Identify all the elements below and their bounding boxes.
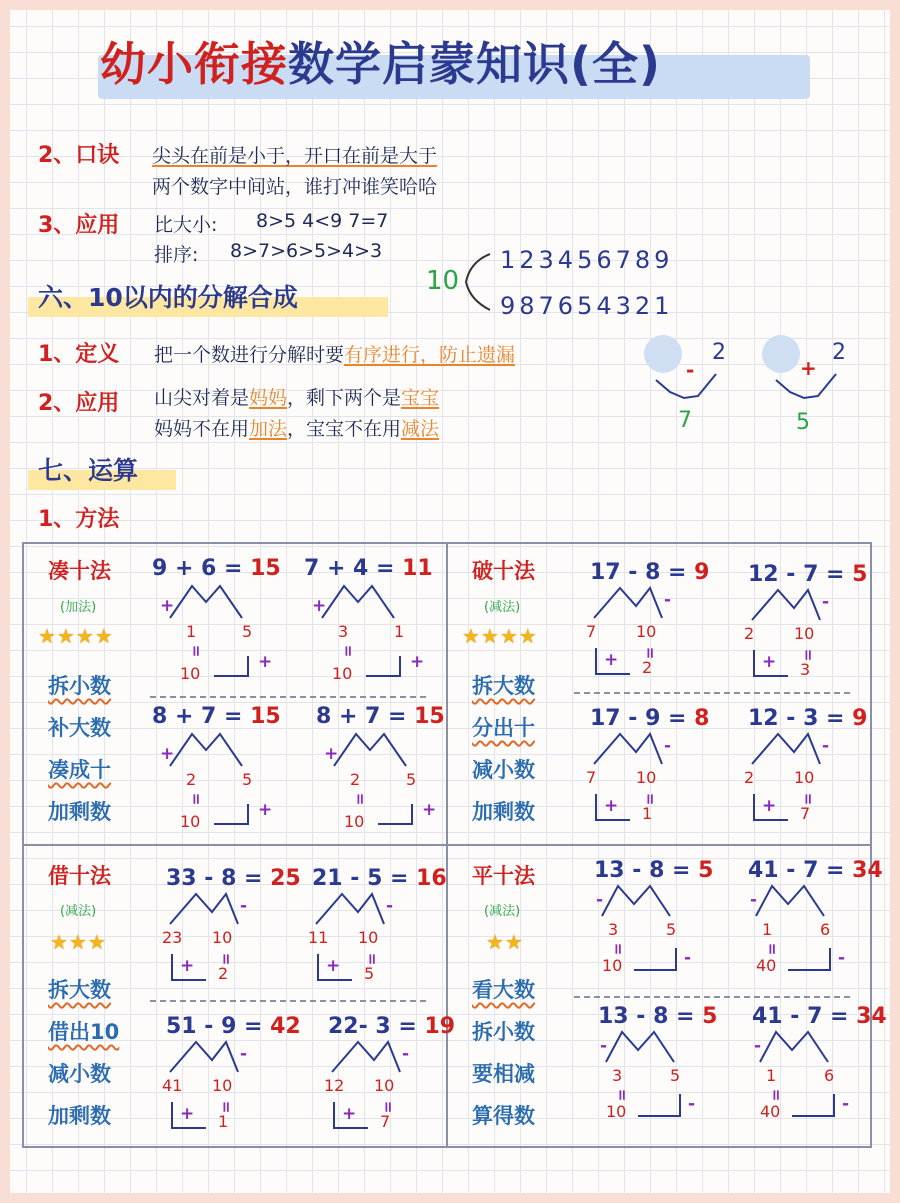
q3-ex3-part-a: 41 xyxy=(162,1076,183,1095)
q2-ex1-minus: - xyxy=(664,590,672,610)
q4-ex4-part-a: 1 xyxy=(766,1066,777,1085)
q3-ex1-eq-mark: = xyxy=(217,952,236,966)
q3-ex1-plus: + xyxy=(180,956,195,976)
q1-ex3-expression: 8 + 7 = xyxy=(152,704,251,729)
q4-dash xyxy=(574,996,850,998)
diagram-minus-bottom: 7 xyxy=(678,408,692,433)
q2-ex3-expression: 17 - 9 = xyxy=(590,706,695,731)
q2-ex3-part-a: 7 xyxy=(586,768,597,787)
q3-ex2-eq-mark: = xyxy=(363,952,382,966)
q1-ex3-plus-right: + xyxy=(258,800,273,820)
q3-ex1-expression: 33 - 8 = xyxy=(166,866,271,891)
q4-ex1-expression: 13 - 8 = xyxy=(594,858,699,883)
q1-ex3-plus-left: + xyxy=(160,744,175,764)
q4-ex4-answer: 34 xyxy=(856,1004,887,1029)
q2-title: 破十法 xyxy=(472,559,535,583)
q2-ex3-plus: + xyxy=(604,796,619,816)
q2-ex4-minus: - xyxy=(822,736,830,756)
q2-ex4-answer: 9 xyxy=(852,706,868,731)
q3-ex4-part-a: 12 xyxy=(324,1076,345,1095)
item-rhyme: 2、口诀 xyxy=(38,143,120,168)
application-line-1 xyxy=(154,383,439,410)
q4-ex4-minus-left: - xyxy=(754,1036,762,1056)
q3-ex2-expression: 21 - 5 = xyxy=(312,866,417,891)
q4-ex4-base: 40 xyxy=(760,1102,781,1121)
application-line-2 xyxy=(154,414,439,441)
q3-step-2: 借出10 xyxy=(48,1020,120,1044)
q1-ex1-part-a: 1 xyxy=(186,622,197,641)
q4-ex2-eq-mark: = xyxy=(763,942,782,956)
q3-ex2-result: 5 xyxy=(364,964,375,983)
q1-ex2-plus-right: + xyxy=(410,652,425,672)
q3-ex2-plus: + xyxy=(326,956,341,976)
q2-ex2-eq-mark: = xyxy=(799,648,818,662)
item-definition: 1、定义 xyxy=(38,342,120,367)
q4-ex1-base: 10 xyxy=(602,956,623,975)
rhyme-line-1: 尖头在前是小于，开口在前是大于 xyxy=(152,145,438,167)
q2-ex2-plus: + xyxy=(762,652,777,672)
q4-ex4-part-b: 6 xyxy=(824,1066,835,1085)
q2-ex2-result: 3 xyxy=(800,660,811,679)
q4-ex1-part-a: 3 xyxy=(608,920,619,939)
q4-subtitle: (减法) xyxy=(484,904,521,919)
definition-text xyxy=(154,340,515,367)
q4-ex3-base: 10 xyxy=(606,1102,627,1121)
q2-dash xyxy=(574,692,850,694)
q1-ex1-part-b: 5 xyxy=(242,622,253,641)
app-text-c: ，剩下两个是 xyxy=(287,387,402,409)
rhyme-line-2: 两个数字中间站，谁打冲谁笑哈哈 xyxy=(152,176,438,198)
q1-ex4-answer: 15 xyxy=(414,704,445,729)
q2-stars: ★★★★ xyxy=(462,624,538,648)
definition-highlight: 有序进行，防止遗漏 xyxy=(344,344,516,366)
q3-ex3-eq-mark: = xyxy=(217,1100,236,1114)
q1-ex3-eq-mark: = xyxy=(187,792,206,806)
q1-step-1: 拆小数 xyxy=(48,674,111,698)
title-red-part: 幼小衔接 xyxy=(100,37,288,91)
q4-ex2-part-b: 6 xyxy=(820,920,831,939)
compare-label: 比大小: xyxy=(154,214,218,236)
q1-ex4-plus-left: + xyxy=(324,744,339,764)
q4-ex2-equation xyxy=(748,858,883,883)
q3-ex3-part-b: 10 xyxy=(212,1076,233,1095)
app-text-g: ，宝宝不在用 xyxy=(287,418,402,440)
q2-ex4-plus: + xyxy=(762,796,777,816)
ten-number: 10 xyxy=(426,266,460,296)
q4-ex3-equation xyxy=(598,1004,717,1029)
q4-ex3-eq-mark: = xyxy=(613,1088,632,1102)
q4-ex1-minus-left: - xyxy=(596,890,604,910)
q2-ex4-eq-mark: = xyxy=(799,792,818,806)
q1-ex2-plus-left: + xyxy=(312,596,327,616)
q1-ex2-sum-ten: 10 xyxy=(332,664,353,683)
q4-ex4-expression: 41 - 7 = xyxy=(752,1004,857,1029)
diagram-minus-top: 2 xyxy=(712,340,726,365)
app-baobao: 宝宝 xyxy=(401,387,440,409)
app-addition: 加法 xyxy=(249,418,288,440)
q1-ex4-part-b: 5 xyxy=(406,770,417,789)
q4-ex1-minus-right: - xyxy=(684,948,692,968)
blank-circle-minus xyxy=(644,335,682,373)
q3-ex3-expression: 51 - 9 = xyxy=(166,1014,271,1039)
q3-title: 借十法 xyxy=(48,864,111,888)
q1-ex4-eq-mark: = xyxy=(351,792,370,806)
q3-ex3-plus: + xyxy=(180,1104,195,1124)
q3-subtitle: (减法) xyxy=(60,904,97,919)
q1-ex1-plus-right: + xyxy=(258,652,273,672)
q4-step-3: 要相减 xyxy=(472,1062,535,1086)
q2-step-3: 减小数 xyxy=(472,758,535,782)
q2-step-1: 拆大数 xyxy=(472,674,535,698)
q1-step-2: 补大数 xyxy=(48,716,111,740)
app-subtraction: 减法 xyxy=(401,418,440,440)
q4-ex3-minus-right: - xyxy=(688,1094,696,1114)
q4-ex2-part-a: 1 xyxy=(762,920,773,939)
diagram-minus-sign: - xyxy=(686,358,695,382)
q4-ex1-answer: 5 xyxy=(698,858,714,883)
q3-ex4-minus: - xyxy=(402,1044,410,1064)
q2-ex1-answer: 9 xyxy=(694,560,710,585)
q1-ex1-sum-ten: 10 xyxy=(180,664,201,683)
q3-ex2-part-a: 11 xyxy=(308,928,329,947)
q1-subtitle: (加法) xyxy=(60,600,97,615)
q3-ex3-result: 1 xyxy=(218,1112,229,1131)
q4-title: 平十法 xyxy=(472,864,535,888)
diagram-plus-top: 2 xyxy=(832,340,846,365)
q3-ex1-result: 2 xyxy=(218,964,229,983)
q3-ex4-result: 7 xyxy=(380,1112,391,1131)
q3-ex4-eq-mark: = xyxy=(379,1100,398,1114)
q2-ex4-expression: 12 - 3 = xyxy=(748,706,853,731)
page-title xyxy=(100,28,661,94)
q3-ex1-part-a: 23 xyxy=(162,928,183,947)
q4-ex4-equation xyxy=(752,1004,887,1029)
q1-ex2-answer: 11 xyxy=(402,556,433,581)
item-application-2: 2、应用 xyxy=(38,391,120,416)
q2-ex4-result: 7 xyxy=(800,804,811,823)
q3-ex1-minus: - xyxy=(240,896,248,916)
ten-row-descending: 987654321 xyxy=(500,292,674,320)
q4-ex2-base: 40 xyxy=(756,956,777,975)
q2-ex2-answer: 5 xyxy=(852,562,868,587)
ten-row-ascending: 123456789 xyxy=(500,246,674,274)
q2-ex4-part-b: 10 xyxy=(794,768,815,787)
q1-ex3-equation xyxy=(152,704,281,729)
q2-subtitle: (减法) xyxy=(484,600,521,615)
q3-ex2-minus: - xyxy=(386,896,394,916)
q1-ex4-expression: 8 + 7 = xyxy=(316,704,415,729)
q1-ex2-part-a: 3 xyxy=(338,622,349,641)
item-application: 3、应用 xyxy=(38,213,120,238)
q2-ex1-eq-mark: = xyxy=(641,646,660,660)
q3-ex3-equation xyxy=(166,1014,301,1039)
q2-ex3-result: 1 xyxy=(642,804,653,823)
q1-stars: ★★★★ xyxy=(38,624,114,648)
q4-step-4: 算得数 xyxy=(472,1104,535,1128)
q2-ex3-part-b: 10 xyxy=(636,768,657,787)
q3-dash xyxy=(150,1000,426,1002)
q2-ex1-plus: + xyxy=(604,650,619,670)
section7-heading: 七、运算 xyxy=(38,456,139,485)
q1-step-3: 凑成十 xyxy=(48,758,111,782)
q4-ex2-answer: 34 xyxy=(852,858,883,883)
grid-horizontal-divider xyxy=(22,844,872,846)
q1-ex4-plus-right: + xyxy=(422,800,437,820)
q4-ex3-expression: 13 - 8 = xyxy=(598,1004,703,1029)
q2-ex2-equation xyxy=(748,562,867,587)
q1-ex4-equation xyxy=(316,704,445,729)
q1-ex4-part-a: 2 xyxy=(350,770,361,789)
q1-ex2-expression: 7 + 4 = xyxy=(304,556,403,581)
q4-ex3-minus-left: - xyxy=(600,1036,608,1056)
sort-label: 排序: xyxy=(154,244,199,266)
q1-ex3-part-a: 2 xyxy=(186,770,197,789)
q4-ex1-eq-mark: = xyxy=(609,942,628,956)
q3-ex1-equation xyxy=(166,866,301,891)
q1-dash xyxy=(150,696,426,698)
q3-ex3-answer: 42 xyxy=(270,1014,301,1039)
section6-heading: 六、10以内的分解合成 xyxy=(38,283,298,312)
blank-circle-plus xyxy=(762,335,800,373)
q1-step-4: 加剩数 xyxy=(48,800,111,824)
q1-ex2-part-b: 1 xyxy=(394,622,405,641)
q2-ex2-minus: - xyxy=(822,592,830,612)
diagram-plus-bottom: 5 xyxy=(796,410,810,435)
q3-ex1-answer: 25 xyxy=(270,866,301,891)
q2-ex3-equation xyxy=(590,706,709,731)
q4-ex2-expression: 41 - 7 = xyxy=(748,858,853,883)
q3-ex2-equation xyxy=(312,866,447,891)
q2-ex2-expression: 12 - 7 = xyxy=(748,562,853,587)
method-heading: 1、方法 xyxy=(38,507,120,532)
q1-ex1-plus-left: + xyxy=(160,596,175,616)
q1-ex2-eq-mark: = xyxy=(339,644,358,658)
q4-ex4-minus-right: - xyxy=(842,1094,850,1114)
q2-ex1-result: 2 xyxy=(642,658,653,677)
app-text-a: 山尖对着是 xyxy=(154,387,250,409)
compare-value: 8>5 4<9 7=7 xyxy=(256,210,389,232)
q4-ex2-minus-right: - xyxy=(838,948,846,968)
q2-ex1-expression: 17 - 8 = xyxy=(590,560,695,585)
diagram-plus-sign: + xyxy=(800,356,817,380)
q3-ex4-part-b: 10 xyxy=(374,1076,395,1095)
q3-ex4-plus: + xyxy=(342,1104,357,1124)
title-navy-part: 数学启蒙知识(全) xyxy=(288,37,662,91)
q1-ex1-equation xyxy=(152,556,281,581)
q1-ex1-eq-mark: = xyxy=(187,644,206,658)
q4-ex1-part-b: 5 xyxy=(666,920,677,939)
q2-ex4-part-a: 2 xyxy=(744,768,755,787)
q2-step-4: 加剩数 xyxy=(472,800,535,824)
app-text-e: 妈妈不在用 xyxy=(154,418,250,440)
q1-title: 凑十法 xyxy=(48,559,111,583)
q2-ex4-equation xyxy=(748,706,867,731)
q1-ex3-part-b: 5 xyxy=(242,770,253,789)
q4-stars: ★★ xyxy=(486,930,524,954)
q1-ex3-sum-ten: 10 xyxy=(180,812,201,831)
q3-ex2-answer: 16 xyxy=(416,866,447,891)
q2-ex1-part-a: 7 xyxy=(586,622,597,641)
app-mama: 妈妈 xyxy=(249,387,288,409)
q4-ex4-eq-mark: = xyxy=(767,1088,786,1102)
q3-ex1-part-b: 10 xyxy=(212,928,233,947)
q2-ex2-part-b: 10 xyxy=(794,624,815,643)
q4-step-1: 看大数 xyxy=(472,978,535,1002)
q1-ex1-answer: 15 xyxy=(250,556,281,581)
q2-ex3-minus: - xyxy=(664,736,672,756)
q4-ex3-part-b: 5 xyxy=(670,1066,681,1085)
q3-ex4-equation xyxy=(328,1014,455,1039)
q2-step-2: 分出十 xyxy=(472,716,535,740)
q3-ex4-answer: 19 xyxy=(424,1014,456,1039)
q1-ex3-answer: 15 xyxy=(250,704,281,729)
q3-stars: ★★★ xyxy=(50,930,107,954)
definition-plain: 把一个数进行分解时要 xyxy=(154,344,345,366)
q1-ex4-sum-ten: 10 xyxy=(344,812,365,831)
q2-ex3-eq-mark: = xyxy=(641,792,660,806)
q4-ex3-answer: 5 xyxy=(702,1004,718,1029)
q2-ex1-equation xyxy=(590,560,709,585)
q3-step-4: 加剩数 xyxy=(48,1104,111,1128)
q3-step-1: 拆大数 xyxy=(48,978,111,1002)
q2-ex1-part-b: 10 xyxy=(636,622,657,641)
q4-ex3-part-a: 3 xyxy=(612,1066,623,1085)
q1-ex2-equation xyxy=(304,556,433,581)
q2-ex3-answer: 8 xyxy=(694,706,710,731)
q2-ex2-part-a: 2 xyxy=(744,624,755,643)
q3-ex4-expression: 22- 3 = xyxy=(328,1014,425,1039)
sort-value: 8>7>6>5>4>3 xyxy=(230,240,383,262)
q4-ex2-minus-left: - xyxy=(750,890,758,910)
ten-brace xyxy=(466,254,490,310)
q4-step-2: 拆小数 xyxy=(472,1020,535,1044)
q3-step-3: 减小数 xyxy=(48,1062,111,1086)
q3-ex3-minus: - xyxy=(240,1044,248,1064)
q4-ex1-equation xyxy=(594,858,713,883)
q3-ex2-part-b: 10 xyxy=(358,928,379,947)
q1-ex1-expression: 9 + 6 = xyxy=(152,556,251,581)
